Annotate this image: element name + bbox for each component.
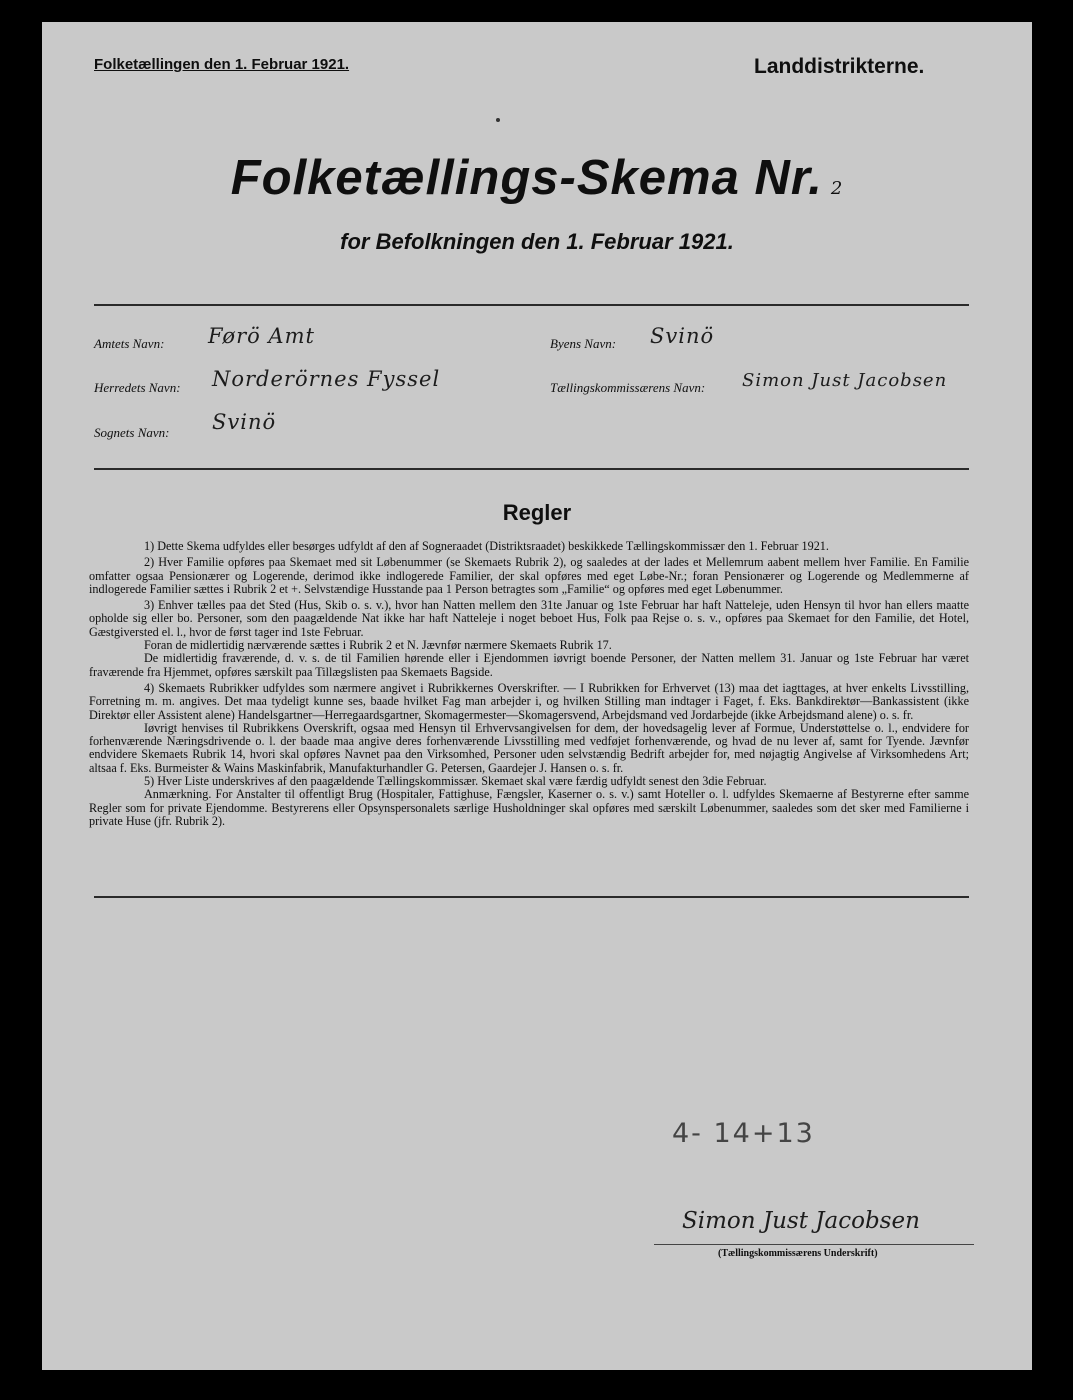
census-form-page: [42, 22, 1032, 1370]
herred-value: Norderörnes Fyssel: [212, 367, 441, 391]
rules-text: [89, 540, 969, 828]
form-title-text: Folketællings-Skema Nr.: [230, 151, 823, 205]
rule-3-absent: De midlertidig fraværende, d. v. s. de til Familien hørende eller i Ejendommen iøvrigt boende Personer, der Natten mellem 31. Januar og 1ste Februar har været fraværende fra Hjemmet, opføres særskilt paa Tillægslisten paa Skemaets Bagside.: [89, 651, 969, 679]
amt-value: Førö Amt: [208, 324, 315, 348]
by-label: Byens Navn:: [550, 336, 617, 351]
form-subtitle: for Befolkningen den 1. Februar 1921.: [340, 229, 734, 254]
sogn-value: Svinö: [212, 410, 277, 434]
amt-label: Amtets Navn:: [94, 336, 165, 351]
rule-3: 3) Enhver tælles paa det Sted (Hus, Skib o. s. v.), hvor han Natten mellem den 31te Januar og 1ste Februar har haft Natteleje, uden Hensyn til hvor han ellers maatte opholde sig eller bo. Personer, som den paagældende Nat ikke har haft Natteleje i noget beboet Hus, Folk paa Rejse o. s. v., opføres paa Skemaet for den Familie, det Hotel, Gæstgiversted el. l., hvor de først tager ind 1ste Februar.: [89, 598, 969, 639]
signature-line: [654, 1244, 974, 1245]
header-left: Folketællingen den 1. Februar 1921.: [94, 56, 350, 73]
signature-caption: (Tællingskommissærens Underskrift): [718, 1248, 878, 1259]
divider-middle: [94, 468, 969, 470]
kommissaer-label: Tællingskommissærens Navn:: [550, 380, 706, 395]
rule-1: 1) Dette Skema udfyldes eller besørges udfyldt af den af Sogneraadet (Distriktsraadet) beskikkede Tællingskommissær den 1. Februar 1921.: [144, 539, 829, 553]
herred-label: Herredets Navn:: [94, 380, 181, 395]
form-number: 2: [830, 178, 844, 199]
rule-5: 5) Hver Liste underskrives af den paagældende Tællingskommissær. Skemaet skal være færdig udfyldt senest den 3die Februar.: [144, 774, 767, 789]
rule-4: 4) Skemaets Rubrikker udfyldes som nærmere angivet i Rubrikkernes Overskrifter. — I Rubrikken for Erhvervet (13) maa det iagttages, at hver enkelts Livsstilling, Forretning m. m. angives. Det maa tydeligt kunne ses, baade hvilket Fag man arbejder i, og hvilken Stilling man indtager i Faget, f. Eks. Bankdirektør—Bankassistent (ikke Direktør eller Assistent alene) Handelsgartner—Herregaardsgartner, Skomagermester—Skomagersvend, Arbejdsmand ved Jordarbejde (ikke Arbejdsmand alene) o. s. fr.: [89, 680, 969, 722]
by-value: Svinö: [650, 324, 715, 348]
pencil-tally: 4- 14+13: [672, 1118, 815, 1149]
commissioner-signature: Simon Just Jacobsen: [682, 1208, 920, 1234]
rule-3-present: Foran de midlertidig nærværende sættes i Rubrik 2 et N. Jævnfør nærmere Skemaets Rubrik 17.: [144, 638, 612, 653]
rule-2: 2) Hver Familie opføres paa Skemaet med sit Løbenummer (se Skemaets Rubrik 2), og saaledes at der lades et Mellemrum aabent mellem hver Familie. En Familie omfatter ogsaa Pensionærer og Logerende, derimod ikke indlogerede Familier, der skal opføres med eget Løbe-Nr.; foran Pensionærer og Logerende og Medlemmerne af indlogerede Familier sættes i Rubrik 2 et +. Selvstændige Husstande paa 1 Person betragtes som „Familie“ og opføres med eget Løbenummer.: [89, 555, 969, 596]
remark: Anmærkning. For Anstalter til offentligt Brug (Hospitaler, Fattighuse, Fængsler, Kaserner o. s. v.) samt Hoteller o. l. udfyldes Skemaerne af Bestyrerne efter samme Regler som for private Ejendomme. Bestyrerens eller Opsynspersonalets særlige Husholdninger skal opføres med særskilt Løbenummer, saaledes som det sker med Familierne i private Huse (jfr. Rubrik 2).: [89, 787, 969, 828]
header-right: Landdistrikterne.: [754, 55, 925, 78]
kommissaer-value: Simon Just Jacobsen: [742, 370, 948, 391]
divider-top: [94, 304, 969, 306]
ink-dot: [496, 118, 500, 122]
divider-bottom: [94, 896, 969, 898]
rule-4-continued: Iøvrigt henvises til Rubrikkens Overskrift, ogsaa med Hensyn til Erhvervsangivelsen for dem, der hovedsagelig lever af Formue, Understøttelse o. l., endvidere for forhenværende Næringsdrivende o. l. der baade maa angive deres forhenværende Livsstilling med vedføjet forhenværende, og hvad de nu lever af, samt for Tyende. Jævnfør endvidere Skemaets Rubrik 14, hvori skal opføres Navnet paa den Virksomhed, Personer uden selvstændig Bedrift arbejder for, med nøjagtig Angivelse af Virksomhedens Art; altsaa f. Eks. Burmeister & Wains Maskinfabrik, Manufakturhandler G. Petersen, Gaardejer J. Hansen o. s. fr.: [89, 720, 969, 775]
sogn-label: Sognets Navn:: [94, 425, 170, 440]
rules-heading: Regler: [502, 500, 572, 525]
form-title: [42, 150, 1032, 206]
